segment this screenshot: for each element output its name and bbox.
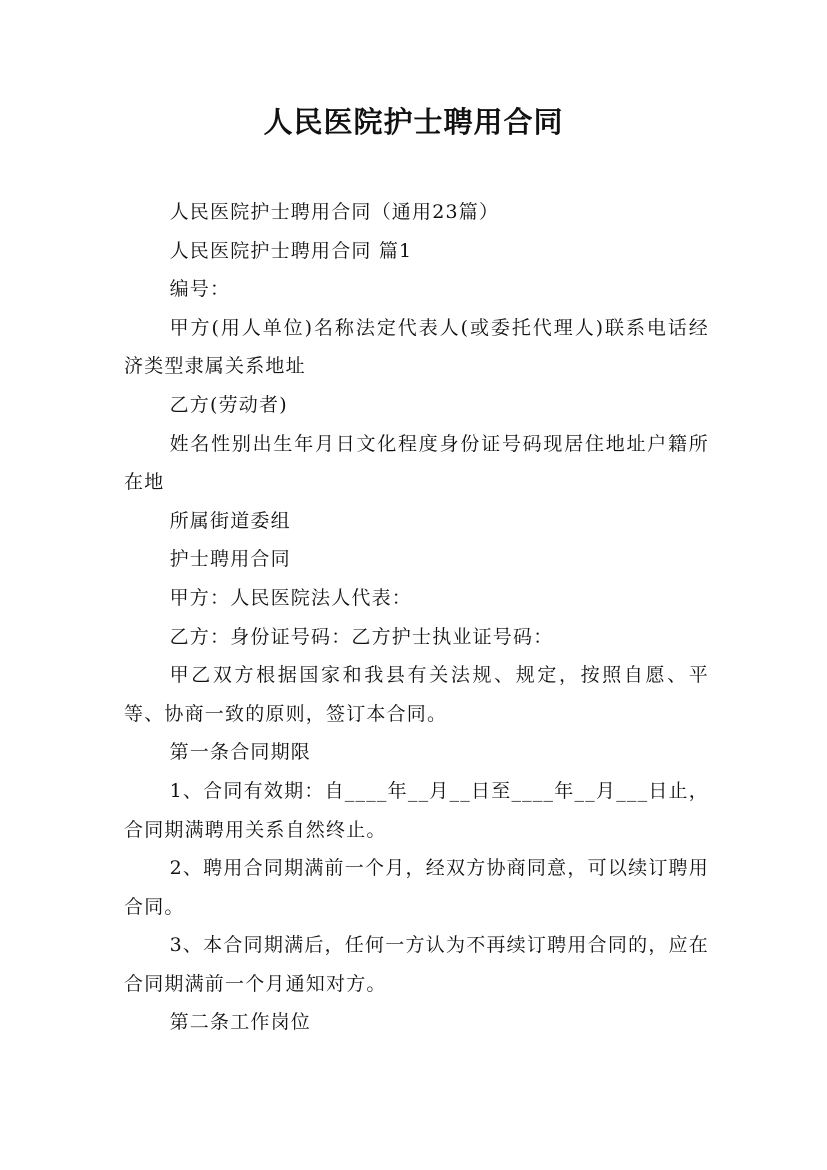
paragraph-article-1-clause-2: 2、聘用合同期满前一个月，经双方协商同意，可以续订聘用合同。: [124, 857, 709, 918]
paragraph-collection-title: 人民医院护士聘用合同（通用23篇）: [169, 201, 500, 223]
paragraph-party-b: 乙方：身份证号码：乙方护士执业证号码：: [169, 625, 554, 648]
paragraph-party-b-info: 姓名性别出生年月日文化程度身份证号码现居住地址户籍所在地: [124, 432, 709, 494]
paragraph-article-1-clause-3: 3、本合同期满后，任何一方认为不再续订聘用合同的，应在合同期满前一个月通知对方。: [124, 934, 709, 995]
paragraph-street-committee: 所属街道委组: [169, 509, 291, 532]
paragraph-contract-name: 护士聘用合同: [169, 548, 291, 571]
paragraph-party-a: 甲方：人民医院法人代表：: [169, 586, 412, 609]
paragraph-party-a-info: 甲方(用人单位)名称法定代表人(或委托代理人)联系电话经济类型隶属关系地址: [124, 316, 709, 378]
paragraph-part-heading: 人民医院护士聘用合同 篇1: [169, 239, 413, 262]
paragraph-article-2-heading: 第二条工作岗位: [169, 1011, 311, 1034]
paragraph-serial-number: 编号：: [169, 278, 231, 301]
paragraph-article-1-heading: 第一条合同期限: [169, 741, 311, 764]
paragraph-article-1-clause-1: 1、合同有效期：自____年__月__日至____年__月___日止，合同期满聘用关系自然终止。: [124, 779, 709, 841]
paragraph-preamble: 甲乙双方根据国家和我县有关法规、规定，按照自愿、平等、协商一致的原则，签订本合同。: [124, 664, 709, 725]
document-body: [124, 193, 709, 1042]
paragraph-party-b-label: 乙方(劳动者): [169, 393, 288, 416]
document-title: 人民医院护士聘用合同: [263, 105, 564, 139]
